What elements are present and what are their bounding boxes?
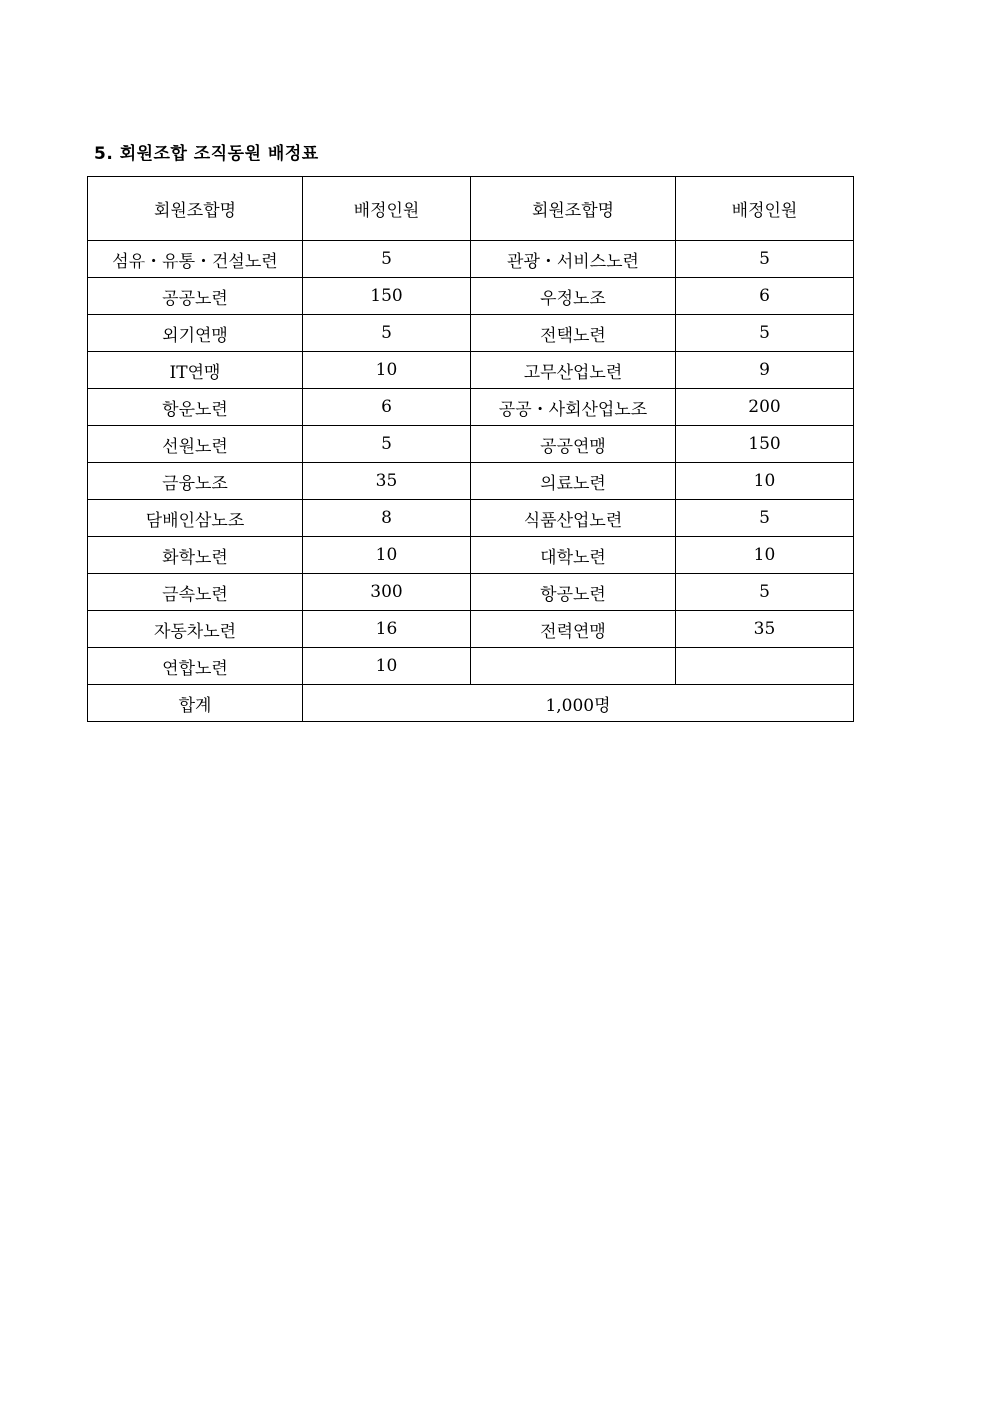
allocated-cell: 5	[676, 315, 854, 352]
allocated-cell: 200	[676, 389, 854, 426]
section-title: 5. 회원조합 조직동원 배정표	[94, 144, 319, 164]
allocated-cell: 8	[303, 500, 471, 537]
allocation-table	[87, 176, 854, 722]
table-row	[88, 241, 854, 278]
header-allocated-right: 배정인원	[676, 177, 854, 241]
total-value: 1,000명	[303, 685, 854, 722]
total-row	[88, 685, 854, 722]
table-row	[88, 463, 854, 500]
union-name-cell: 선원노련	[88, 426, 303, 463]
allocated-cell: 5	[676, 574, 854, 611]
header-union-name-right: 회원조합명	[471, 177, 676, 241]
table-row	[88, 352, 854, 389]
table-row	[88, 611, 854, 648]
union-name-cell: 금융노조	[88, 463, 303, 500]
allocated-cell: 6	[676, 278, 854, 315]
union-name-cell: 섬유・유통・건설노련	[88, 241, 303, 278]
union-name-cell: 전력연맹	[471, 611, 676, 648]
table-header-row	[88, 177, 854, 241]
allocated-cell: 35	[303, 463, 471, 500]
union-name-cell: 외기연맹	[88, 315, 303, 352]
header-allocated-left: 배정인원	[303, 177, 471, 241]
union-name-cell: 항운노련	[88, 389, 303, 426]
union-name-cell: 대학노련	[471, 537, 676, 574]
empty-cell	[676, 648, 854, 685]
table-row	[88, 389, 854, 426]
header-union-name-left: 회원조합명	[88, 177, 303, 241]
allocated-cell: 300	[303, 574, 471, 611]
table-row	[88, 315, 854, 352]
table-row	[88, 278, 854, 315]
allocated-cell: 35	[676, 611, 854, 648]
allocated-cell: 10	[303, 537, 471, 574]
allocated-cell: 10	[676, 537, 854, 574]
union-name-cell: 관광・서비스노련	[471, 241, 676, 278]
union-name-cell: 고무산업노련	[471, 352, 676, 389]
allocated-cell: 10	[303, 648, 471, 685]
allocated-cell: 10	[676, 463, 854, 500]
allocated-cell: 5	[676, 500, 854, 537]
allocated-cell: 150	[676, 426, 854, 463]
allocated-cell: 5	[676, 241, 854, 278]
union-name-cell: 공공연맹	[471, 426, 676, 463]
allocated-cell: 6	[303, 389, 471, 426]
union-name-cell: 전택노련	[471, 315, 676, 352]
table-row	[88, 648, 854, 685]
union-name-cell: 담배인삼노조	[88, 500, 303, 537]
allocated-cell: 150	[303, 278, 471, 315]
union-name-cell: IT연맹	[88, 352, 303, 389]
union-name-cell: 화학노련	[88, 537, 303, 574]
union-name-cell: 식품산업노련	[471, 500, 676, 537]
table-row	[88, 500, 854, 537]
union-name-cell: 자동차노련	[88, 611, 303, 648]
allocated-cell: 9	[676, 352, 854, 389]
allocated-cell: 5	[303, 315, 471, 352]
allocated-cell: 10	[303, 352, 471, 389]
table-row	[88, 574, 854, 611]
allocated-cell: 5	[303, 426, 471, 463]
total-label: 합계	[88, 685, 303, 722]
table-row	[88, 426, 854, 463]
table-row	[88, 537, 854, 574]
union-name-cell: 우정노조	[471, 278, 676, 315]
empty-cell	[471, 648, 676, 685]
union-name-cell: 금속노련	[88, 574, 303, 611]
allocated-cell: 16	[303, 611, 471, 648]
union-name-cell: 의료노련	[471, 463, 676, 500]
union-name-cell: 공공・사회산업노조	[471, 389, 676, 426]
union-name-cell: 연합노련	[88, 648, 303, 685]
union-name-cell: 공공노련	[88, 278, 303, 315]
allocated-cell: 5	[303, 241, 471, 278]
union-name-cell: 항공노련	[471, 574, 676, 611]
